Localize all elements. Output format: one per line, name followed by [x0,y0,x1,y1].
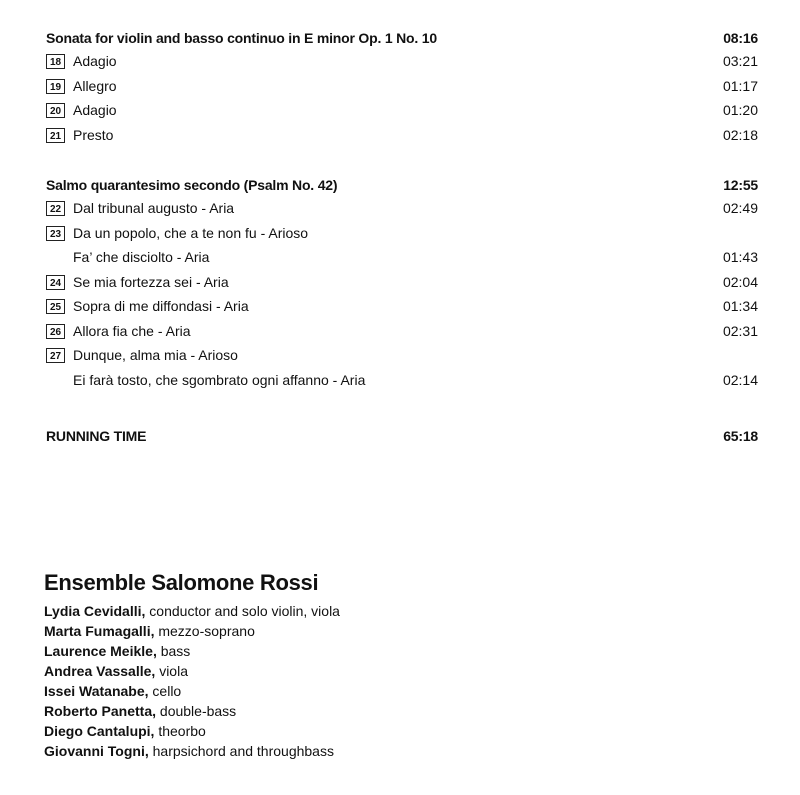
member-role: viola [159,663,188,679]
section-title: Salmo quarantesimo secondo (Psalm No. 42) [46,177,338,193]
track-number: 26 [46,324,65,339]
ensemble-name: Ensemble Salomone Rossi [44,570,319,595]
member-role: double-bass [159,703,237,719]
track-number: 20 [46,103,65,118]
track-number: 19 [46,79,65,94]
track-number: 27 [46,348,65,363]
member-role: mezzo-soprano [158,623,255,639]
track-title: Fa’ che disciolto - Aria [73,249,210,265]
track-title: Adagio [73,53,117,69]
track-title: Da un popolo, che a te non fu - Arioso [73,225,309,241]
track-row [46,369,758,391]
track-row [46,246,758,268]
track-title: Ei farà tosto, che sgombrato ogni affanno - Aria [73,372,366,388]
ensemble-member [44,743,334,763]
track-title: Allegro [73,78,117,94]
ensemble-member [44,703,236,723]
track-time: 01:20 [722,102,758,118]
section-header [46,177,758,193]
track-time: 01:34 [722,298,758,314]
member-name: Diego Cantalupi, [44,723,155,739]
member-name: Giovanni Togni, [44,743,149,759]
track-row [46,197,758,219]
section-title: Sonata for violin and basso continuo in E minor Op. 1 No. 10 [46,30,437,46]
track-title: Dunque, alma mia - Arioso [73,347,238,363]
track-number: 18 [46,54,65,69]
track-number: 25 [46,299,65,314]
ensemble-member [44,723,206,743]
track-title: Allora fia che - Aria [73,323,191,339]
track-row [46,271,758,293]
track-time: 02:31 [722,323,758,339]
track-time: 01:43 [722,249,758,265]
section-header [46,30,758,46]
track-row [46,99,758,121]
track-time: 02:18 [722,127,758,143]
track-number: 21 [46,128,65,143]
member-role: harpsichord and throughbass [152,743,334,759]
track-time: 02:14 [722,372,758,388]
track-number: 23 [46,226,65,241]
member-name: Lydia Cevidalli, [44,603,146,619]
track-title: Sopra di me diffondasi - Aria [73,298,249,314]
track-title: Dal tribunal augusto - Aria [73,200,235,216]
member-name: Marta Fumagalli, [44,623,155,639]
ensemble-member [44,683,181,703]
track-time: 01:17 [722,78,758,94]
track-time: 03:21 [722,53,758,69]
running-time [46,428,758,444]
track-number: 22 [46,201,65,216]
running-time-value: 65:18 [723,428,758,444]
member-role: theorbo [158,723,206,739]
member-role: cello [152,683,182,699]
section-total-time: 08:16 [723,30,758,46]
running-time-label: RUNNING TIME [46,428,147,444]
track-time: 02:04 [722,274,758,290]
track-row [46,50,758,72]
member-name: Laurence Meikle, [44,643,157,659]
track-row [46,75,758,97]
track-row [46,295,758,317]
track-row [46,344,758,366]
ensemble-member [44,623,255,643]
track-time: 02:49 [722,200,758,216]
ensemble-member [44,643,190,663]
ensemble-member [44,663,188,683]
track-row [46,222,758,244]
member-name: Roberto Panetta, [44,703,157,719]
member-name: Andrea Vassalle, [44,663,156,679]
track-title: Se mia fortezza sei - Aria [73,274,229,290]
track-number: 24 [46,275,65,290]
track-title: Adagio [73,102,117,118]
track-title: Presto [73,127,114,143]
track-row [46,320,758,342]
track-row [46,124,758,146]
section-total-time: 12:55 [723,177,758,193]
member-name: Issei Watanabe, [44,683,149,699]
ensemble-member [44,603,340,623]
member-role: bass [160,643,191,659]
member-role: conductor and solo violin, viola [149,603,340,619]
